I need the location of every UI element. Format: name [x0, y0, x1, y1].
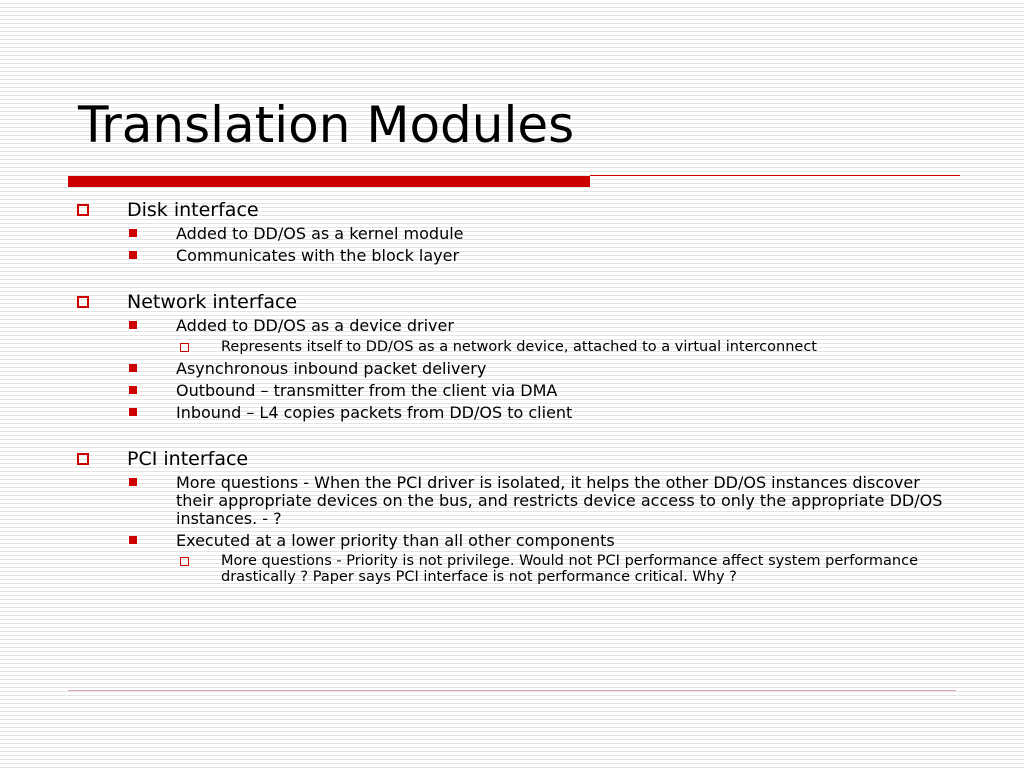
filled-square-bullet-icon	[129, 536, 137, 544]
bullet-item: Added to DD/OS as a device driver	[176, 316, 454, 335]
filled-square-bullet-icon	[129, 321, 137, 329]
filled-square-bullet-icon	[129, 364, 137, 372]
filled-square-bullet-icon	[129, 251, 137, 259]
filled-square-bullet-icon	[129, 386, 137, 394]
section-heading-pci: PCI interface	[127, 448, 249, 470]
bullet-item: Inbound – L4 copies packets from DD/OS to client	[176, 403, 573, 422]
section-heading-network: Network interface	[127, 291, 298, 313]
bullet-item: Asynchronous inbound packet delivery	[176, 359, 487, 378]
footer-rule	[68, 690, 956, 691]
hollow-square-bullet-icon	[77, 453, 89, 465]
filled-square-bullet-icon	[129, 408, 137, 416]
hollow-square-bullet-icon	[180, 343, 189, 352]
bullet-item: Outbound – transmitter from the client via DMA	[176, 381, 558, 400]
bullet-item: Executed at a lower priority than all other components	[176, 531, 615, 550]
hollow-square-bullet-icon	[180, 557, 189, 566]
hollow-square-bullet-icon	[77, 204, 89, 216]
filled-square-bullet-icon	[129, 478, 137, 486]
slide-title: Translation Modules	[78, 96, 575, 154]
bullet-item: More questions - When the PCI driver is isolated, it helps the other DD/OS instances discover their appropriate devices on the bus, and restricts device access to only the appropriate DD/OS instances. - ?	[176, 473, 943, 528]
filled-square-bullet-icon	[129, 229, 137, 237]
hollow-square-bullet-icon	[77, 296, 89, 308]
sub-bullet-item: Represents itself to DD/OS as a network device, attached to a virtual interconnect	[221, 339, 817, 355]
bullet-item: Communicates with the block layer	[176, 246, 460, 265]
section-heading-disk: Disk interface	[127, 199, 259, 221]
bullet-item: Added to DD/OS as a kernel module	[176, 224, 464, 243]
sub-bullet-item: More questions - Priority is not privilege. Would not PCI performance affect system performance drastically ? Paper says PCI interface is not performance critical. Why ?	[221, 553, 918, 585]
